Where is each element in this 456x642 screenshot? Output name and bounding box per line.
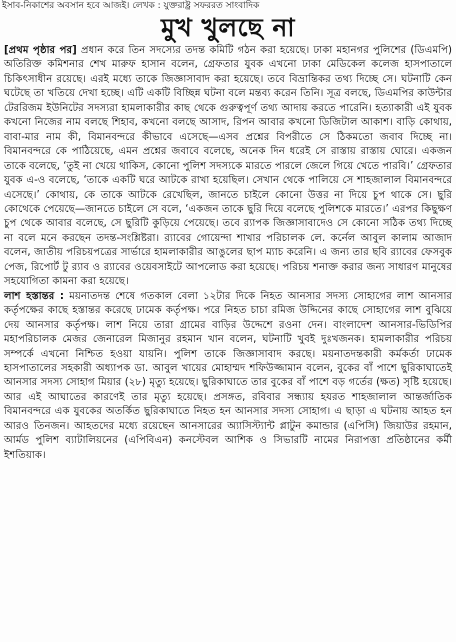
handover-paragraph-text: ময়নাতদন্ত শেষে গতকাল বেলা ১২টার দিকে নিহত আনসার সদস্য সোহাগের লাশ আনসার কর্তৃপক্ষের কাছে হস্তান্তর করেছে ঢামেক কর্তৃপক্ষ। পরে নিহত চাচা রমিজ উদ্দিনের কাছে সোহাগের লাশ বুঝিয়ে দেয় আনসার কর্তৃপক্ষ। লাশ নিয়ে তারা গ্রামের বাড়ির উদ্দেশে রওনা দেন। বাংলাদেশ আনসার-ভিডিপির মহাপরিচালক মেজর জেনারেল মিজানুর রহমান খান বলেন, ঘটনাটি খুবই দুঃখজনক। হামলাকারীর পরিচয় সম্পর্কে এখনো নিশ্চিত হওয়া যায়নি। পুলিশ তাকে জিজ্ঞাসাবাদ করছে। ময়নাতদন্তকারী কর্মকর্তা ঢামেক হাসপাতালের সহকারী অধ্যাপক ডা. আবুল খায়ের মোহাম্মদ শফিউজ্জামান বলেন, বুকের বাঁ পাশে ছুরিকাঘাতেই আনসার সদস্য সোহাগ মিয়ার (২৮) মৃত্যু হয়েছে। ছুরিকাঘাতে তার বুকের বাঁ পাশে বড় গর্তের (ক্ষত) সৃষ্টি হয়েছে। আর এই আঘাতের কারণেই তার মৃত্যু হয়েছে। প্রসঙ্গত, রবিবার সন্ধ্যায় হযরত শাহজালাল আন্তর্জাতিক বিমানবন্দরে এক যুবকের অতর্কিত ছুরিকাঘাতে নিহত হন আনসার সদস্য সোহাগ। এ ছাড়া এ ঘটনায় আহত হন আরও তিনজন। আহতদের মধ্যে রয়েছেন আনসারের অ্যাসিস্ট্যান্ট প্লাটুন কমান্ডার (এপিসি) জিয়াউর রহমান, আর্মড পুলিশ ব্যাটালিয়নের (এপিবিএন) কনস্টেবল আশিক ও সিভারটি নামের নিরাপত্তা প্রতিষ্ঠানের কর্মী ইশতিয়াক। [4,290,453,461]
previous-article-tail: ইসাব-নিকাশের অবসান হবে আজই। লেখক : যুক্তরাষ্ট্র সফররত সাংবাদিক [2,1,260,11]
section-subhead: লাশ হস্তান্তর : [4,290,65,302]
headline: মুখ খুলছে না [160,13,296,42]
continuation-tag: [প্রথম পৃষ্ঠার পর] [4,45,77,56]
lead-paragraph [4,44,452,290]
body-handover-paragraph [4,290,452,463]
article-body [0,44,456,463]
lead-paragraph-text: প্রধান করে তিন সদস্যের তদন্ত কমিটি গঠন করা হয়েছে। ঢাকা মহানগর পুলিশের (ডিএমপি) অতিরিক্ত কমিশনার শেখ মারুফ হাসান বলেন, গ্রেফতার যুবক এখনো ঢাকা মেডিকেল কলেজ হাসপাতালে চিকিৎসাধীন রয়েছে। এরই মধ্যে তাকে জিজ্ঞাসাবাদ করা হয়েছে। তবে বিভ্রান্তিকর তথ্য দিচ্ছে সে। ঘটনাটি কেন ঘটেছে তা খতিয়ে দেখা হচ্ছে। এটি একটি বিচ্ছিন্ন ঘটনা বলে মন্তব্য করেন তিনি। সূত্র বলছে, ডিএমপির কাউন্টার টেররিজম ইউনিটের সদস্যরা হামলাকারীর কাছ থেকে গুরুত্বপূর্ণ তথ্য আদায় করতে পারেনি। হত্যাকারী এই যুবক কখনো নিজের নাম বলছে শিহাব, কখনো বলছে আসাদ, রিপন আবার কখনো ডিজিটাল আকাশ। বাড়ি কোথায়, বাবা-মার নাম কী, বিমানবন্দরে কীভাবে এসেছে—এসব প্রশ্নের বিপরীতে সে ঠিকমতো জবাব দিচ্ছে না। বিমানবন্দরে কে পাঠিয়েছে, এমন প্রশ্নের জবাবে বলেছে, অনেক দিন ধরেই সে রাস্তায় রাস্তায় ঘোরে। একজন তাকে বলেছে, ‘তুই না খেয়ে থাকিস, কোনো পুলিশ সদস্যকে মারতে পারলে জেলে গিয়ে খেতে পারবি।’ গ্রেফতার যুবক এ-ও বলেছে, ‘তাকে একটি ঘরে আটকে রাখা হয়েছিল। সেখান থেকে পালিয়ে সে শাহজালাল বিমানবন্দরে এসেছে।’ কোথায়, কে তাকে আটকে রেখেছিল, জানতে চাইলে কোনো উত্তর না দিয়ে চুপ থাকে সে। ছুরি কোথেকে পেয়েছে—জানতে চাইলে সে বলে, ‘একজন তাকে ছুরি দিয়ে বলেছে পুলিশকে মারতে।’ এরপর কিছুক্ষণ চুপ থেকে আবার বলেছে, সে ছুরিটি কুড়িয়ে পেয়েছে। তবে র‌্যাপক জিজ্ঞাসাবাদেও সে কোনো সঠিক তথ্য দিচ্ছে না বলে মনে করছেন তদন্ত-সংশ্লিষ্টরা। র‌্যাবের গোয়েন্দা শাখার পরিচালক লে. কর্নেল আবুল কালাম আজাদ বলেন, জাতীয় পরিচয়পত্রের সার্ভারে হামলাকারীর আঙুলের ছাপ ম্যাচ করেনি। এ জন্য তার ছবি র‌্যাবের ফেসবুক পেজ, রিপোর্ট টু র‌্যাব ও র‌্যাবের ওয়েবসাইটে আপলোড করা হয়েছে। পরিচয় শনাক্ত করার জন্য সাধারণ মানুষের সহযোগিতা কামনা করা হয়েছে। [4,45,452,288]
